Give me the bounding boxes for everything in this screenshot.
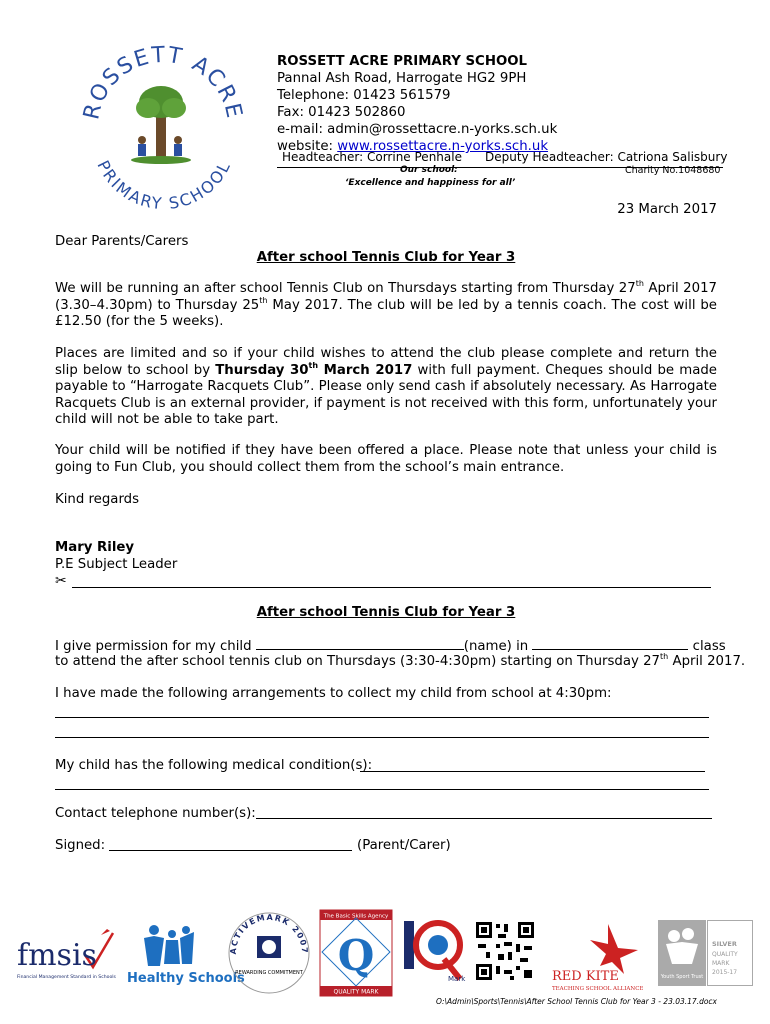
svg-text:RED KITE: RED KITE	[552, 969, 619, 984]
svg-text:QUALITY MARK: QUALITY MARK	[333, 988, 379, 996]
svg-text:TEACHING SCHOOL ALLIANCE: TEACHING SCHOOL ALLIANCE	[552, 986, 644, 992]
silver-quality-mark-logo	[707, 920, 753, 986]
salutation: Dear Parents/Carers	[55, 234, 189, 249]
charity-number: Charity No.1048680	[625, 165, 721, 176]
signer-name: Mary Riley	[55, 540, 135, 555]
school-address: Pannal Ash Road, Harrogate HG2 9PH	[277, 71, 527, 86]
child-name-field[interactable]	[256, 637, 464, 650]
headteacher: Headteacher: Corrine Penhale	[282, 150, 462, 164]
website-label: website:	[277, 139, 338, 154]
svg-text:PRIMARY SCHOOL	[93, 157, 234, 212]
letter-date: 23 March 2017	[617, 202, 717, 217]
contact-label: Contact telephone number(s):	[55, 806, 256, 821]
qr-code	[474, 920, 536, 982]
slip-title: After school Tennis Club for Year 3	[256, 605, 516, 620]
youth-sport-trust-logo	[658, 920, 706, 986]
medical-field-2[interactable]	[55, 789, 709, 790]
website-link[interactable]: www.rossettacre.n-yorks.sch.uk	[337, 139, 549, 154]
arrangements-field-1[interactable]	[55, 717, 709, 718]
paragraph-3: Your child will be notified if they have been offered a place. Please note that unless your child is going to Fun Club, you should collect them from the school’s main entrance.	[55, 443, 717, 475]
svg-text:Healthy Schools: Healthy Schools	[127, 971, 245, 986]
svg-text:ACTIVEMARK 2007: ACTIVEMARK 2007	[228, 912, 310, 955]
svg-text:The Basic Skills Agency: The Basic Skills Agency	[323, 913, 389, 920]
school-fax: Fax: 01423 502860	[277, 105, 406, 120]
signer-role: P.E Subject Leader	[55, 557, 178, 572]
svg-text:fmsis: fmsis	[17, 938, 97, 973]
svg-text:Youth Sport Trust: Youth Sport Trust	[660, 974, 704, 980]
contact-field[interactable]	[256, 818, 712, 819]
logo-text-bottom: PRIMARY SCHOOL	[93, 157, 235, 212]
school-telephone: Telephone: 01423 561579	[277, 88, 451, 103]
deputy-headteacher: Deputy Headteacher: Catriona Salisbury	[485, 150, 728, 164]
fmsis-logo	[15, 925, 120, 985]
svg-text:MARK: MARK	[712, 960, 730, 967]
paragraph-1: We will be running an after school Tennis Club on Thursdays starting from Thursday 27th April 2017 (3.30–4.30pm) to Thursday 25th May 2017. The club will be led by a tennis coach. The cost will be £12.50 (for the 5 weeks).	[55, 279, 718, 329]
letter-title: After school Tennis Club for Year 3	[256, 250, 516, 265]
closing: Kind regards	[55, 492, 140, 507]
svg-text:REWARDING COMMITMENT: REWARDING COMMITMENT	[235, 970, 303, 976]
motto-label: Our school:	[400, 165, 458, 175]
cut-line	[72, 574, 711, 588]
svg-text:Financial Management Standard: Financial Management Standard in Schools	[17, 975, 116, 980]
class-field[interactable]	[532, 637, 688, 650]
svg-text:QUALITY: QUALITY	[712, 951, 738, 958]
activemark-logo	[224, 908, 314, 998]
svg-text:SILVER: SILVER	[712, 940, 737, 948]
medical-label: My child has the following medical condition(s):	[55, 758, 373, 773]
red-kite-logo	[548, 918, 648, 994]
parent-carer-label: (Parent/Carer)	[357, 838, 451, 853]
school-logo	[78, 42, 248, 212]
permission-line-1: I give permission for my child (name) in class	[55, 639, 726, 654]
permission-line-2: to attend the after school tennis club on Thursdays (3:30-4:30pm) starting on Thursday 27th April 2017.	[55, 652, 746, 669]
basic-skills-quality-mark-logo	[320, 910, 392, 996]
signed-label: Signed:	[55, 838, 106, 853]
healthy-schools-logo	[124, 918, 245, 988]
svg-text:Q: Q	[337, 931, 375, 980]
svg-text:Mark: Mark	[448, 975, 466, 983]
iq-mark-logo	[402, 915, 464, 987]
paragraph-2: Places are limited and so if your child wishes to attend the club please complete and return the slip below to school by Thursday 30th March 2017 with full payment. Cheques should be made payable to “Harrogate Racquets Club”. Please only send cash if absolutely necessary. As Harrogate Racquets Club is an external provider, if payment is not received with this form, unfortunately your child will not be able to take part.	[55, 346, 717, 427]
logo-text-top: ROSSETT ACRE	[79, 42, 247, 122]
arrangements-label: I have made the following arrangements to collect my child from school at 4:30pm:	[55, 686, 612, 701]
school-email: e-mail: admin@rossettacre.n-yorks.sch.uk	[277, 122, 558, 137]
motto: ‘Excellence and happiness for all’	[345, 178, 516, 188]
school-name: ROSSETT ACRE PRIMARY SCHOOL	[277, 54, 528, 69]
scissors-icon: ✂	[55, 573, 67, 589]
svg-text:2015-17: 2015-17	[712, 969, 738, 976]
medical-field-1[interactable]	[360, 771, 705, 772]
signature-field[interactable]	[109, 850, 352, 851]
arrangements-field-2[interactable]	[55, 737, 709, 738]
file-path: O:\Admin\Sports\Tennis\After School Tennis Club for Year 3 - 23.03.17.docx	[435, 997, 717, 1006]
